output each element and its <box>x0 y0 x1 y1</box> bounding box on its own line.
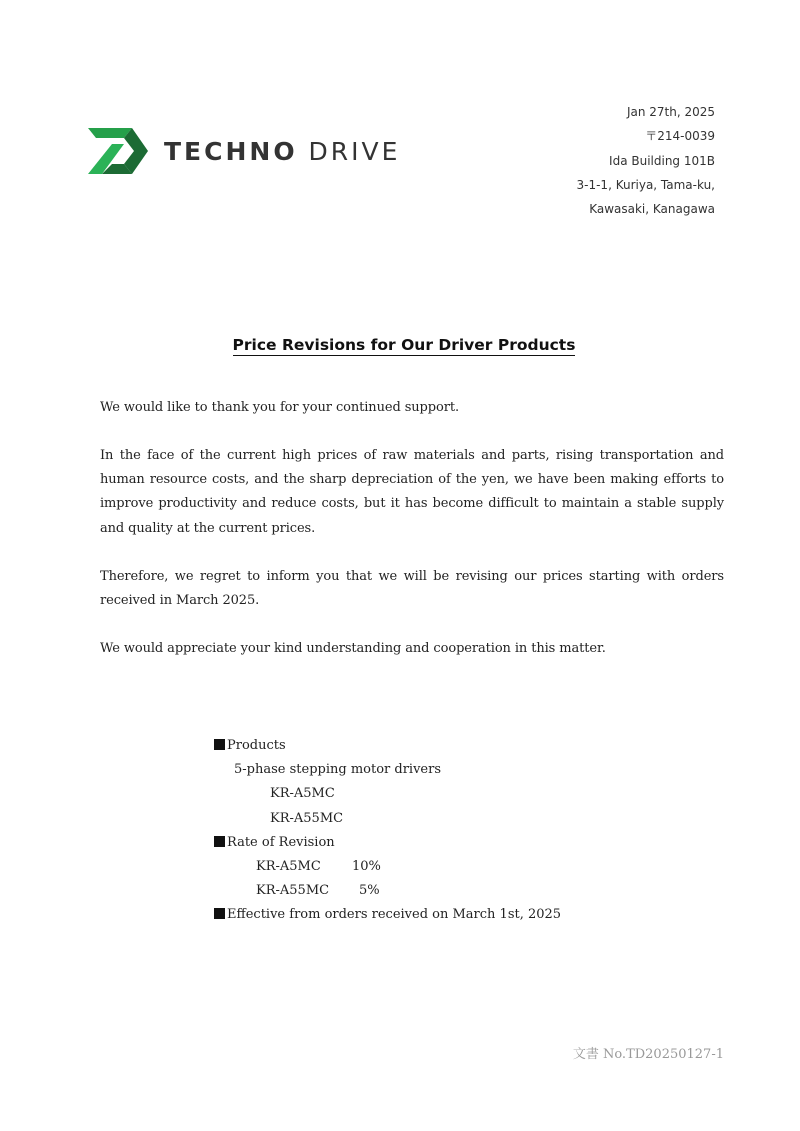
rate-row <box>214 855 561 879</box>
company-name-bold: TECHNO <box>164 136 298 166</box>
rate-heading-row <box>214 831 561 855</box>
company-name-light: DRIVE <box>308 136 401 166</box>
effective-date-text: Effective from orders received on March 1st, 2025 <box>227 907 562 923</box>
black-square-bullet-icon <box>214 739 225 750</box>
paragraph-reason: In the face of the current high prices of raw materials and parts, rising transportation and human resource costs, and the sharp depreciation of the yen, we have been making efforts to improve productivity and reduce costs, but it has become difficult to maintain a stable supply and quality at the current prices. <box>100 448 724 536</box>
paragraph-thanks: We would like to thank you for your continued support. <box>100 400 459 415</box>
black-square-bullet-icon <box>214 908 225 919</box>
product-category: 5-phase stepping motor drivers <box>234 762 441 778</box>
techno-drive-logo-icon <box>88 128 148 174</box>
document-title <box>0 336 800 354</box>
black-square-bullet-icon <box>214 836 225 847</box>
product-model: KR-A55MC <box>270 810 344 826</box>
company-name <box>164 137 400 166</box>
rate-value: 10% <box>352 858 381 874</box>
document-title-text: Price Revisions for Our Driver Products <box>232 336 576 354</box>
revision-details <box>214 734 561 928</box>
paragraph-closing: We would appreciate your kind understanding and cooperation in this matter. <box>100 641 606 656</box>
address-line: Kawasaki, Kanagawa <box>589 202 715 217</box>
rate-row <box>214 879 561 903</box>
sender-address-block <box>577 100 716 221</box>
products-heading-row <box>214 734 561 758</box>
rate-value: 5% <box>359 883 380 899</box>
paragraph-announcement: Therefore, we regret to inform you that we will be revising our prices starting with orders received in March 2025. <box>100 569 724 609</box>
address-line: 〒214-0039 <box>645 129 715 144</box>
effective-row <box>214 903 561 927</box>
products-heading: Products <box>227 738 286 753</box>
rate-model: KR-A55MC <box>256 883 330 899</box>
rate-model: KR-A5MC <box>256 858 321 874</box>
product-model: KR-A5MC <box>270 786 335 802</box>
address-line: 3-1-1, Kuriya, Tama-ku, <box>576 177 715 192</box>
address-line: Ida Building 101B <box>609 153 715 168</box>
letter-date: Jan 27th, 2025 <box>626 105 715 119</box>
company-logo <box>88 128 400 174</box>
document-number: 文書 No.TD20250127-1 <box>572 1047 724 1062</box>
rate-heading: Rate of Revision <box>227 834 335 850</box>
